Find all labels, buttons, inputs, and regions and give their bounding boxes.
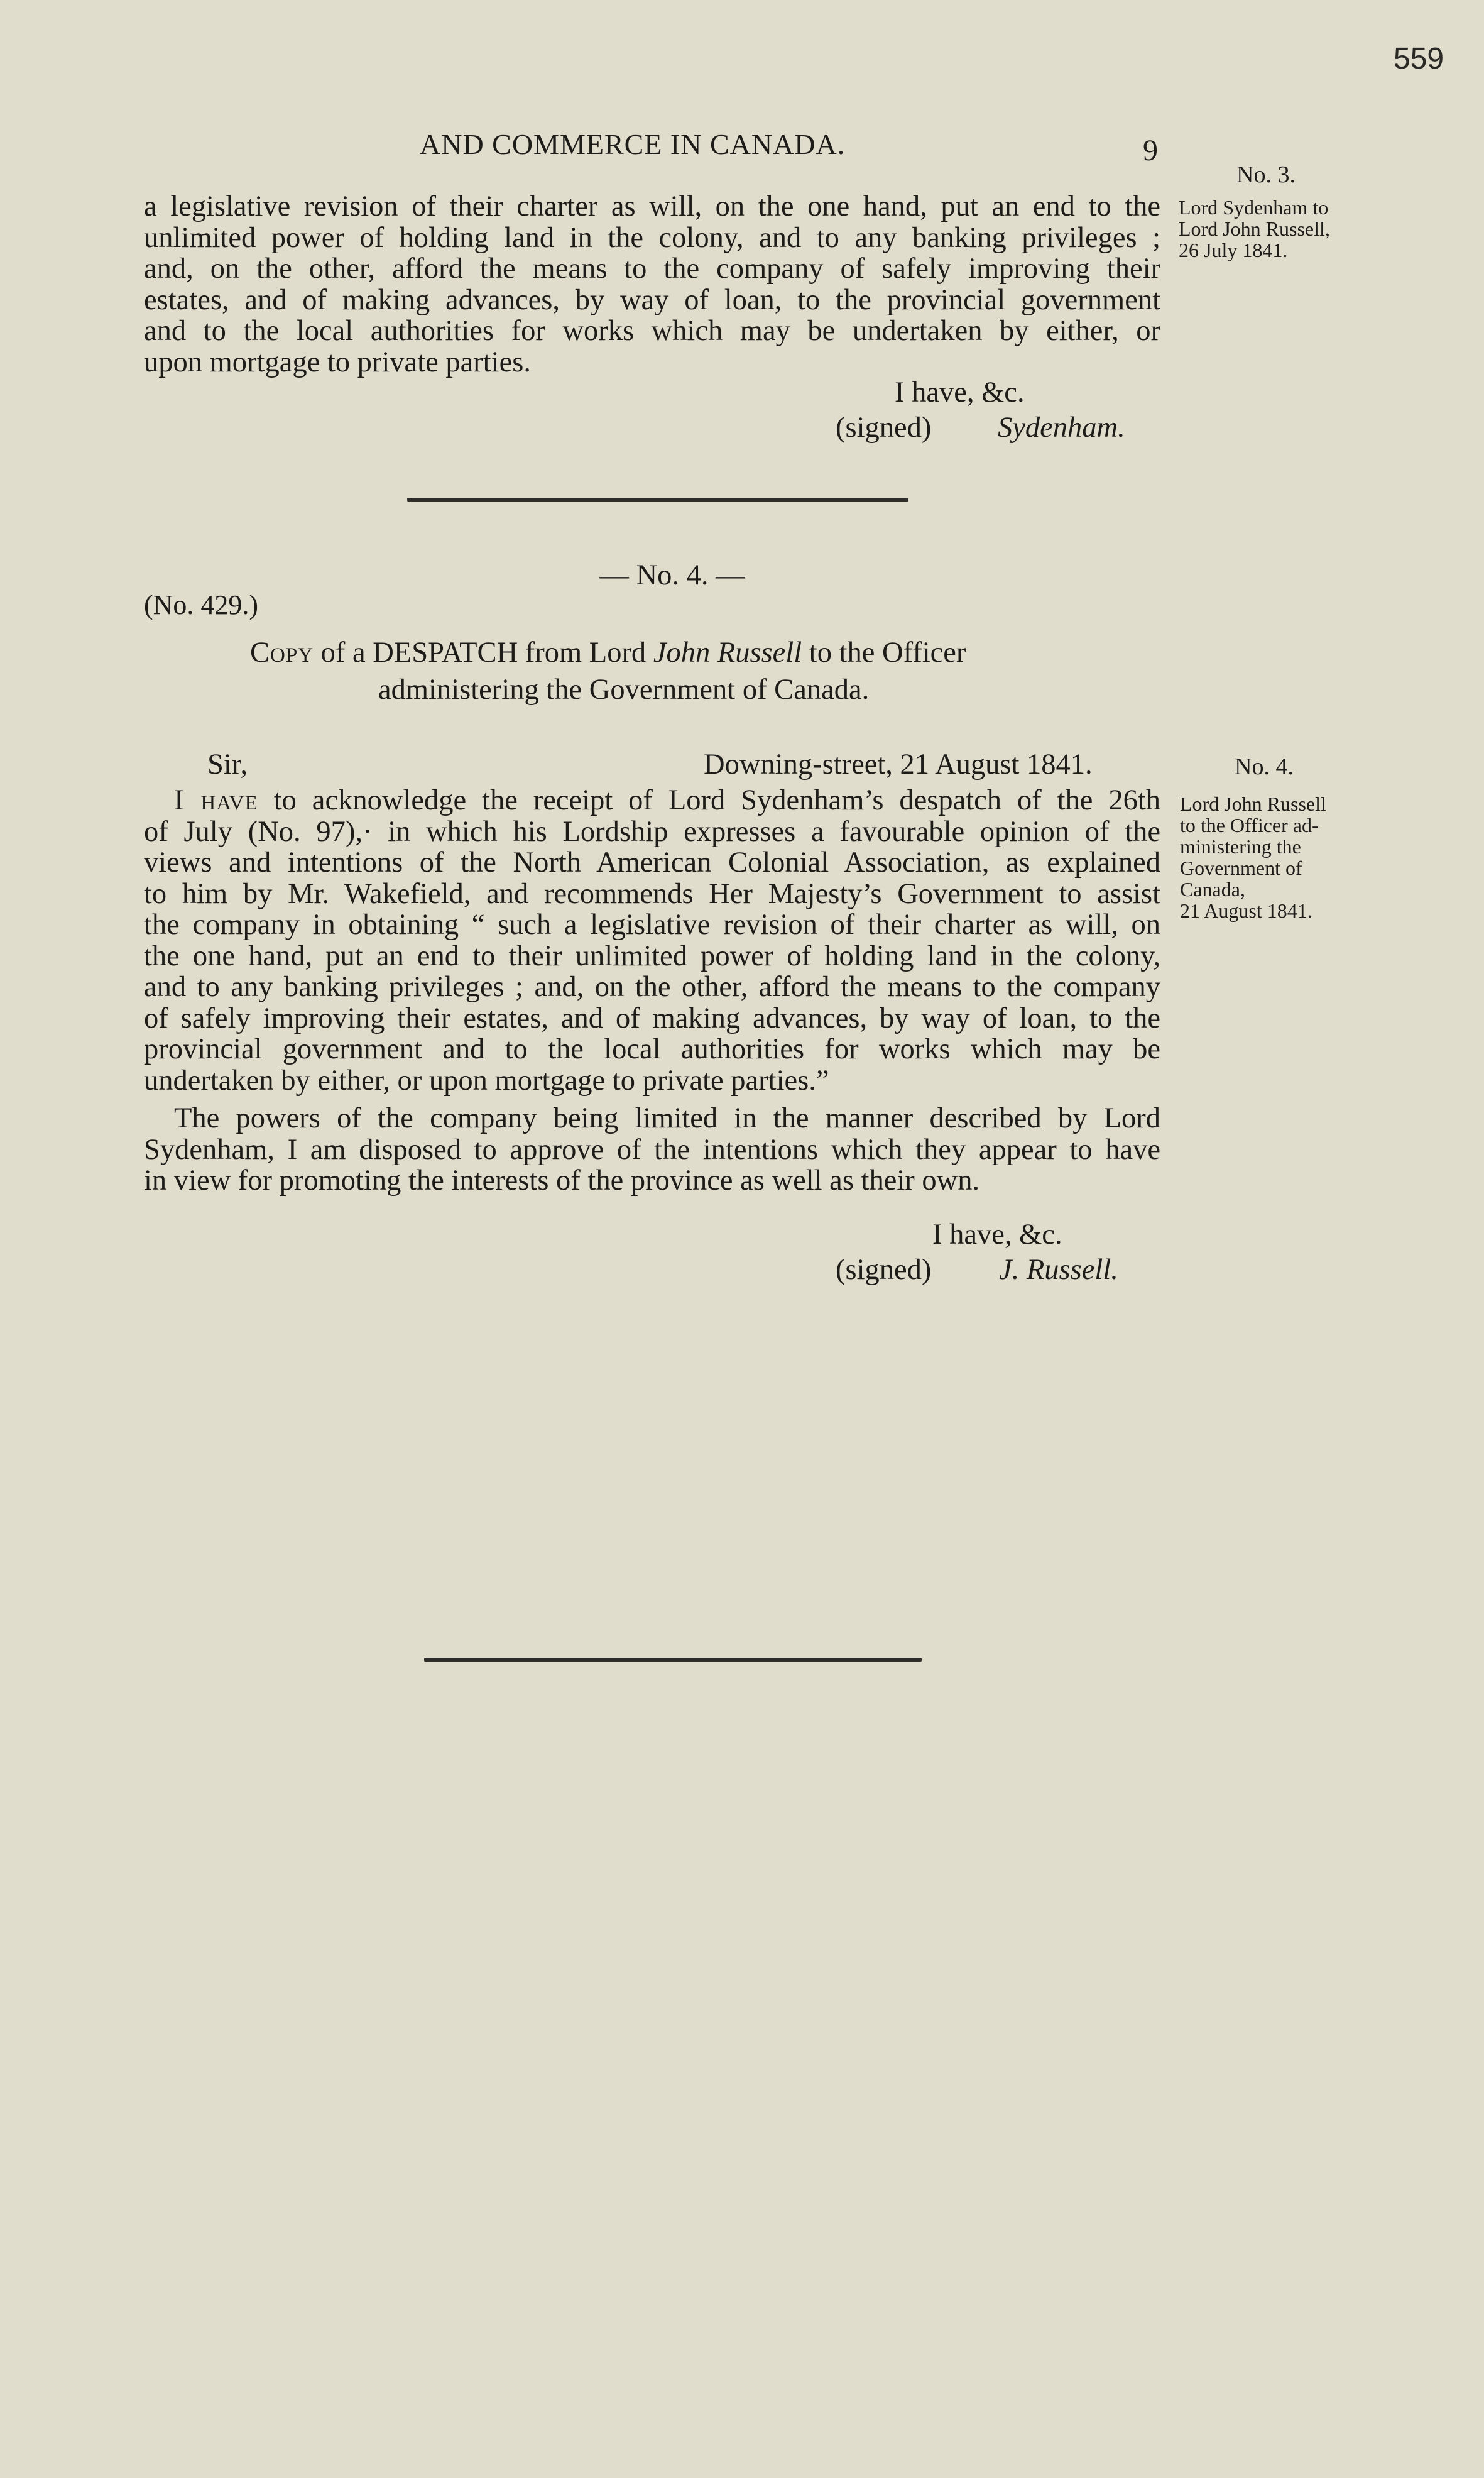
text-line: to him by Mr. Wakefield, and recommends Her Majesty’s Government to assist: [144, 877, 1160, 910]
salutation: Sir,: [207, 748, 248, 781]
text-line: views and intentions of the North American Colonial Association, as explained: [144, 847, 1160, 879]
text-line: of safely improving their estates, and of making advances, by way of loan, to the: [144, 1002, 1160, 1034]
divider-rule: [424, 1658, 922, 1662]
title-name: John Russell: [653, 637, 802, 669]
title-part: of a DESPATCH from Lord: [314, 637, 653, 669]
doc4-heading: — No. 4. —: [599, 559, 745, 591]
doc4-paragraph-2: [144, 1103, 1160, 1197]
text-line: a legislative revision of their charter as will, on the one hand, put an end to the: [144, 190, 1160, 222]
margin-note-3-body: [1179, 197, 1330, 261]
doc4-paragraph-1: [144, 785, 1160, 1096]
text-line: undertaken by either, or upon mortgage to private parties.”: [144, 1064, 829, 1097]
text-line: and, on the other, afford the means to the company of safely improving their: [144, 253, 1160, 285]
lead-words: I have: [174, 784, 258, 816]
margin-note-4-body: [1180, 793, 1326, 921]
doc4-title-line2: administering the Government of Canada.: [378, 674, 870, 706]
margin-note-line: Government of: [1180, 857, 1302, 879]
title-part: to the Officer: [802, 637, 966, 669]
doc3-signed: (signed): [836, 412, 932, 444]
page-number: 9: [1143, 134, 1158, 167]
text-line: the company in obtaining “ such a legislative revision of their charter as will, on: [144, 909, 1160, 941]
doc3-signature: [998, 412, 1125, 444]
margin-note-3: [1236, 162, 1296, 187]
margin-note-line: Lord Sydenham to: [1179, 196, 1329, 219]
text-line: unlimited power of holding land in the colony, and to any banking privileges ;: [144, 221, 1160, 254]
doc4-closing: I have, &c.: [932, 1219, 1062, 1251]
margin-note-heading: No. 3.: [1236, 162, 1296, 188]
sheet-number: 559: [1394, 42, 1444, 75]
text-line: [144, 785, 1160, 816]
doc4-title-line1: [250, 636, 966, 669]
margin-note-line: ministering the: [1180, 835, 1301, 858]
margin-note-line: Lord John Russell: [1180, 792, 1326, 815]
margin-note-line: 26 July 1841.: [1179, 239, 1288, 261]
margin-note-line: Lord John Russell,: [1179, 217, 1330, 240]
text-line: in view for promoting the interests of the province as well as their own.: [144, 1165, 980, 1197]
doc4-signed: (signed): [836, 1254, 932, 1286]
doc3-closing: I have, &c.: [895, 376, 1025, 408]
signature-text: J. Russell.: [999, 1254, 1118, 1286]
text-line: estates, and of making advances, by way of loan, to the provincial government: [144, 283, 1160, 316]
text-line: and to any banking privileges ; and, on the other, afford the means to the company: [144, 971, 1160, 1003]
margin-note-4-heading: No. 4.: [1235, 754, 1294, 780]
text-line: upon mortgage to private parties.: [144, 346, 531, 378]
place-date: Downing-street, 21 August 1841.: [704, 748, 1093, 781]
divider-rule: [407, 498, 908, 502]
text-line: Sydenham, I am disposed to approve of the intentions which they appear to have: [144, 1133, 1160, 1166]
margin-note-line: 21 August 1841.: [1180, 899, 1312, 922]
margin-note-line: Canada,: [1180, 878, 1245, 901]
text-line: and to the local authorities for works which may be undertaken by either, or: [144, 315, 1160, 347]
doc3-paragraph: [144, 191, 1160, 378]
text-line: provincial government and to the local authorities for works which may be: [144, 1033, 1160, 1065]
title-copy: Copy: [250, 637, 314, 669]
running-head: AND COMMERCE IN CANADA.: [420, 128, 846, 160]
signature-text: Sydenham.: [998, 412, 1125, 444]
text-line: The powers of the company being limited in the manner described by Lord: [174, 1102, 1160, 1134]
doc4-signature: [999, 1254, 1118, 1286]
margin-note-line: to the Officer ad-: [1180, 814, 1319, 836]
text-line: of July (No. 97),· in which his Lordship expresses a favourable opinion of the: [144, 815, 1160, 848]
doc4-reference: (No. 429.): [144, 589, 259, 620]
line-rest: to acknowledge the receipt of Lord Sydenham’s despatch of the 26th: [258, 784, 1160, 816]
text-line: the one hand, put an end to their unlimited power of holding land in the colony,: [144, 940, 1160, 972]
